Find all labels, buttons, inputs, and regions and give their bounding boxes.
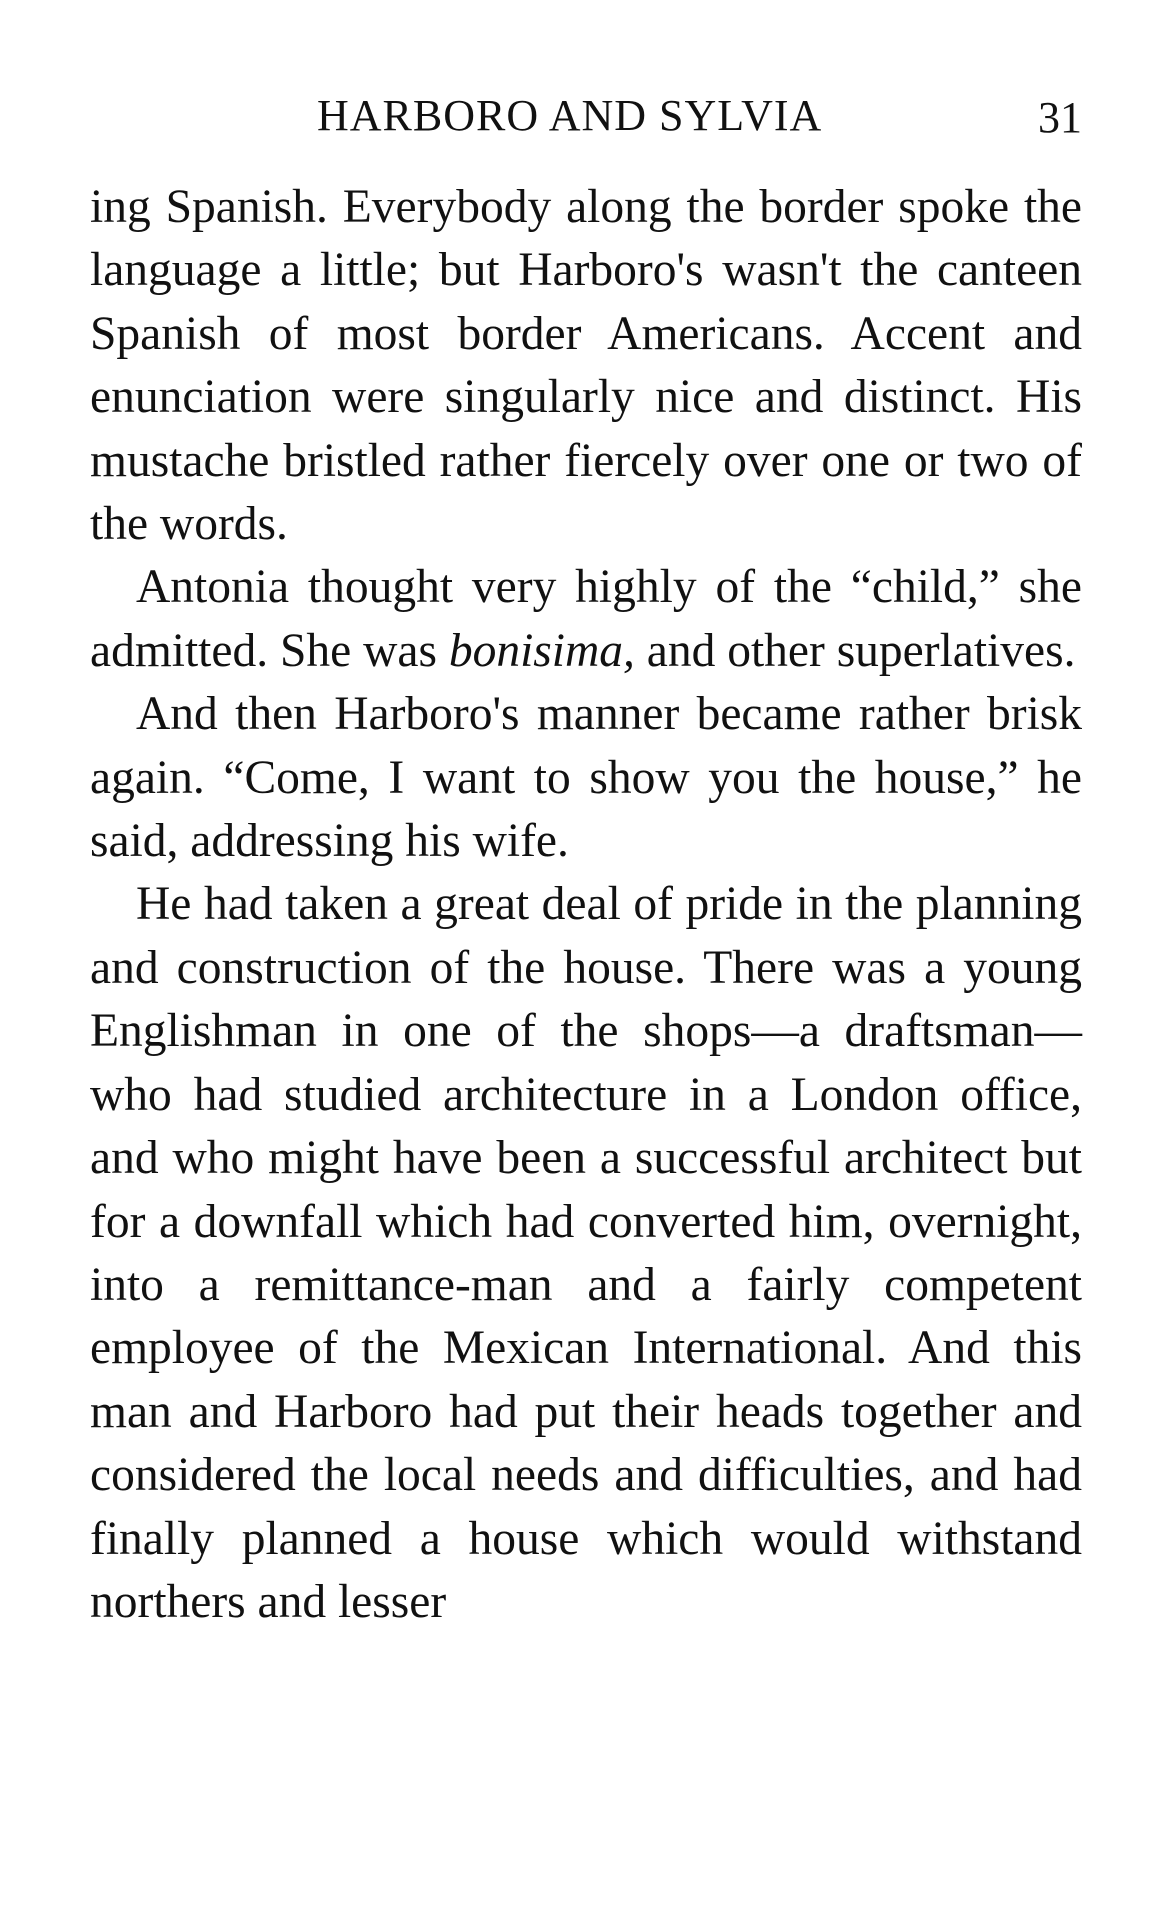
paragraph-3	[90, 683, 1082, 873]
paragraph-2	[90, 556, 1082, 683]
paragraph-2-text-a: Antonia thought very highly of the “child,” she admitted. She was	[90, 561, 1082, 677]
body-text	[90, 176, 1082, 1634]
paragraph-1-text: ing Spanish. Everybody along the border spoke the language a little; but Harboro's wasn't the canteen Spanish of most border Americans. Accent and enunciation were singularly nice and distinct. His mustache bristled rather fiercely over one or two of the words.	[90, 181, 1082, 551]
paragraph-3-text: And then Harboro's manner became rather brisk again. “Come, I want to show you the house,” he said, addressing his wife.	[90, 688, 1082, 868]
paragraph-2-text-b: and other superlatives.	[634, 624, 1076, 677]
paragraph-1	[90, 176, 1082, 556]
paragraph-4	[90, 873, 1082, 1634]
running-head	[92, 88, 1082, 144]
page-number: 31	[1038, 93, 1082, 142]
italic-word-bonisima: bonisima,	[448, 624, 635, 677]
running-title: HARBORO AND SYLVIA	[317, 91, 823, 140]
paragraph-4-text: He had taken a great deal of pride in the planning and construction of the house. There was a young Englishman in one of the shops—a draftsman—who had studied architecture in a London office, and who might have been a successful architect but for a downfall which had converted him, overnight, into a remittance-man and a fairly competent employee of the Mexican International. And this man and Harboro had put their heads together and considered the local needs and difficulties, and had finally planned a house which would withstand northers and lesser	[90, 878, 1082, 1628]
